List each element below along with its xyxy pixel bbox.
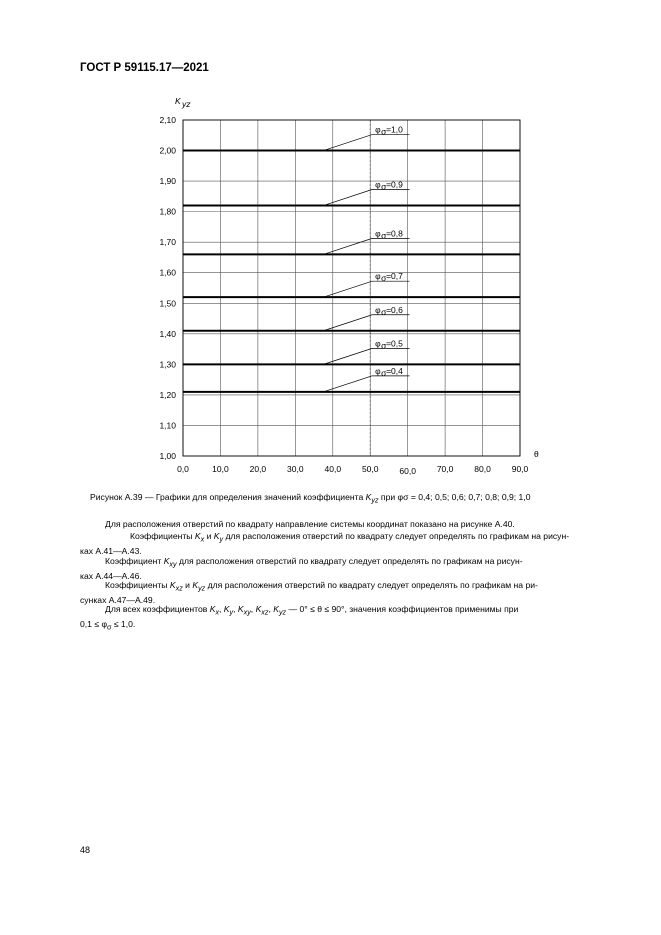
y-tick-label: 2,10 bbox=[159, 115, 176, 125]
series-leader bbox=[323, 281, 409, 297]
series-label: φ bbox=[375, 228, 381, 239]
p5-s4: xz bbox=[261, 608, 269, 617]
x-tick-label: 20,0 bbox=[249, 464, 267, 474]
series-label-value: =0,4 bbox=[386, 365, 403, 376]
p3-k: K bbox=[163, 556, 170, 566]
p5-s5: yz bbox=[278, 608, 287, 617]
p5-k1: K bbox=[209, 604, 216, 614]
p2-and: и bbox=[204, 531, 214, 541]
paragraph-2 bbox=[80, 531, 610, 558]
series-label-sub: σ bbox=[381, 230, 387, 241]
p4-k1: K bbox=[169, 580, 176, 590]
series-label: φ bbox=[375, 179, 381, 190]
series-leader bbox=[323, 135, 409, 151]
y-tick-label: 1,60 bbox=[159, 267, 176, 278]
x-tick-label: 80,0 bbox=[474, 464, 491, 474]
p5-s1: x bbox=[215, 608, 220, 617]
p5-d: ≤ 1,0. bbox=[111, 619, 136, 630]
series-label-sub: σ bbox=[381, 181, 387, 192]
y-tick-label: 1,20 bbox=[159, 389, 176, 400]
y-tick-label: 1,90 bbox=[159, 176, 176, 187]
series-label-value: =0,9 bbox=[386, 179, 403, 190]
p5-k4: K bbox=[255, 604, 262, 614]
caption-k-sub: yz bbox=[371, 496, 379, 505]
p5-k5: K bbox=[273, 604, 279, 614]
p2-ky: K bbox=[213, 531, 220, 541]
figure-caption bbox=[90, 492, 620, 505]
y-tick-label: 1,50 bbox=[159, 298, 176, 309]
series-leader bbox=[323, 238, 409, 254]
p3-c: ках А.44—А.46. bbox=[80, 571, 142, 582]
y-tick-label: 1,40 bbox=[159, 328, 176, 339]
caption-prefix: Рисунок А.39 — Графики для определения значений коэффициента bbox=[90, 492, 366, 502]
series-leader bbox=[323, 348, 409, 364]
series-label: φ bbox=[375, 124, 381, 135]
series-label-value: =0,7 bbox=[386, 271, 403, 282]
series-label-sub: σ bbox=[381, 340, 387, 351]
x-tick-label: 10,0 bbox=[212, 464, 229, 474]
x-tick-label: 70,0 bbox=[436, 464, 454, 474]
x-tick-label: 30,0 bbox=[287, 464, 304, 474]
document-id: ГОСТ Р 59115.17—2021 bbox=[80, 62, 209, 74]
paragraph-3 bbox=[80, 556, 610, 583]
y-tick-label: 1,80 bbox=[159, 206, 176, 217]
p5-s2: y bbox=[229, 608, 234, 617]
p3-k-sub: xy bbox=[169, 560, 177, 569]
p2-a: Коэффициенты bbox=[130, 531, 195, 541]
series-label: φ bbox=[375, 365, 381, 376]
p3-b: для расположения отверстий по квадрату следует определять по графикам на рисун- bbox=[176, 556, 523, 566]
p5-k2: K bbox=[223, 604, 230, 614]
p5-s3: xy bbox=[243, 608, 251, 617]
p2-b: для расположения отверстий по квадрату следует определять по графикам на рисун- bbox=[223, 531, 570, 541]
caption-suffix: при φσ = 0,4; 0,5; 0,6; 0,7; 0,8; 0,9; 1,0 bbox=[378, 492, 531, 502]
y-axis-label-sub: yz bbox=[182, 99, 191, 109]
x-tick-label: 60,0 bbox=[399, 466, 416, 476]
y-tick-label: 1,10 bbox=[159, 420, 176, 431]
p4-a: Коэффициенты bbox=[105, 580, 170, 590]
x-tick-label: 0,0 bbox=[177, 464, 189, 474]
series-label-sub: σ bbox=[381, 306, 387, 317]
paragraph-1 bbox=[80, 519, 610, 531]
y-tick-label: 1,00 bbox=[159, 451, 176, 461]
p2-kx: K bbox=[194, 531, 201, 541]
p5-a: Для всех коэффициентов bbox=[105, 604, 210, 614]
p4-k2-sub: yz bbox=[198, 584, 206, 593]
y-tick-label: 1,30 bbox=[159, 359, 176, 370]
p2-kx-sub: x bbox=[200, 535, 205, 544]
y-tick-label: 2,00 bbox=[159, 145, 176, 156]
paragraph-4 bbox=[80, 580, 610, 607]
series-label-value: =0,5 bbox=[386, 338, 403, 349]
p4-c: сунках А.47—А.49. bbox=[80, 595, 156, 606]
series-label-sub: σ bbox=[381, 126, 387, 137]
series-leader bbox=[323, 190, 409, 206]
series-label: φ bbox=[375, 338, 381, 349]
p5-c-sub: σ bbox=[107, 624, 112, 633]
p5-c: 0,1 ≤ φ bbox=[80, 619, 108, 630]
p4-k2: K bbox=[192, 580, 199, 590]
y-tick-label: 1,70 bbox=[159, 237, 176, 248]
caption-k: K bbox=[365, 492, 372, 502]
series-label: φ bbox=[375, 271, 381, 282]
p2-ky-sub: y bbox=[219, 535, 224, 544]
series-leader bbox=[323, 376, 409, 392]
p2-c: ках А.41—А.43. bbox=[80, 546, 142, 557]
x-tick-label: 40,0 bbox=[324, 464, 342, 474]
x-tick-label: 90,0 bbox=[511, 464, 529, 474]
p4-k1-sub: xz bbox=[175, 584, 183, 593]
series-label-value: =1,0 bbox=[386, 124, 403, 135]
series-label-value: =0,8 bbox=[386, 228, 403, 239]
p3-a: Коэффициент bbox=[105, 556, 164, 566]
p5-b: — 0° ≤ θ ≤ 90°, значения коэффициентов применимы при bbox=[286, 604, 519, 614]
paragraph-1-text: Для расположения отверстий по квадрату направление системы координат показано на рисунке А.40. bbox=[105, 519, 515, 529]
series-label-sub: σ bbox=[381, 273, 387, 284]
series-label: φ bbox=[375, 304, 381, 315]
p4-and: и bbox=[182, 580, 193, 590]
x-tick-label: 50,0 bbox=[361, 464, 379, 474]
series-label-value: =0,6 bbox=[386, 304, 403, 315]
x-axis-label: θ bbox=[534, 449, 539, 459]
p5-k3: K bbox=[237, 604, 244, 614]
series-leader bbox=[323, 315, 409, 331]
series-label-sub: σ bbox=[381, 367, 387, 378]
page-number: 48 bbox=[80, 845, 91, 855]
p4-b: для расположения отверстий по квадрату следует определять по графикам на ри- bbox=[205, 580, 538, 590]
y-axis-label: K bbox=[175, 96, 181, 106]
paragraph-5: Для всех коэффициентов $K_x$, $K_y$, $K_{xy}$, $K_{xz}$, $K_{yz}$ — 0° ≤ θ ≤ 90°, значения коэффициентов применимы при $0,1 \le \varphi_\sigma \le 1,0$. bbox=[80, 604, 519, 633]
